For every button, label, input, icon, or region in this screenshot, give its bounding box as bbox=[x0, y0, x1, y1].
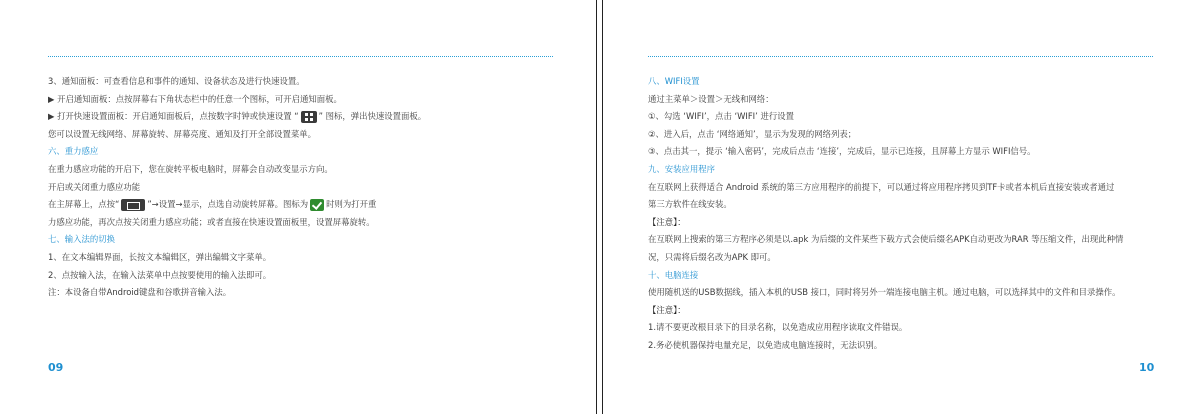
section-heading: 六、重力感应 bbox=[48, 146, 99, 157]
right-page-content bbox=[648, 73, 1123, 355]
line bbox=[48, 108, 426, 126]
line-part: 时则为打开重 bbox=[326, 199, 377, 210]
header-dotted-rule bbox=[48, 56, 553, 57]
line: 1.请不要更改根目录下的目录名称，以免造成应用程序读取文件错误。 bbox=[648, 322, 908, 333]
line: 2、点按输入法，在输入法菜单中点按要使用的输入法即可。 bbox=[48, 269, 272, 280]
line: 通过主菜单＞设置＞无线和网络： bbox=[648, 93, 774, 104]
left-page bbox=[0, 0, 596, 414]
section-heading: 七、输入法的切换 bbox=[48, 234, 115, 245]
line: ③、点击其一，提示 ‘输入密码’，完成后点击 ‘连接’，完成后，显示已连接，且屏幕上方显示 WIFI信号。 bbox=[648, 146, 1036, 157]
section-heading: 九、安装应用程序 bbox=[648, 163, 715, 174]
line: 在重力感应功能的开启下，您在旋转平板电脑时，屏幕会自动改变显示方向。 bbox=[48, 163, 333, 174]
line: 3、通知面板：可查看信息和事件的通知、设备状态及进行快速设置。 bbox=[48, 76, 305, 86]
line-part: ”→设置→显示，点选自动旋转屏幕。图标为 bbox=[147, 199, 309, 210]
line: ①、勾选 ‘WIFI’，点击 ‘WIFI’ 进行设置 bbox=[648, 111, 794, 122]
line: 在互联网上搜索的第三方程序必须是以.apk 为后缀的文件某些下载方式会使后缀名APK自动更改为RAR 等压缩文件，出现此种情 bbox=[648, 234, 1124, 245]
check-icon bbox=[310, 199, 324, 211]
line: 第三方软件在线安装。 bbox=[648, 199, 732, 210]
line: ▶ 开启通知面板：点按屏幕右下角状态栏中的任意一个图标，可开启通知面板。 bbox=[48, 93, 342, 104]
line: 使用随机送的USB数据线，插入本机的USB 接口，同时将另外一端连接电脑主机。通过电脑，可以选择其中的文件和目录操作。 bbox=[648, 287, 1121, 298]
line: 1、在文本编辑界面，长按文本编辑区，弹出编辑文字菜单。 bbox=[48, 251, 272, 262]
line: 在互联网上获得适合 Android 系统的第三方应用程序的前提下，可以通过将应用程序拷贝到TF卡或者本机后直接安装或者通过 bbox=[648, 181, 1115, 192]
line bbox=[48, 196, 426, 214]
section-heading: 八、WIFI设置 bbox=[648, 76, 700, 86]
line: ②、进入后，点击 ‘网络通知’，显示为发现的网络列表； bbox=[648, 128, 857, 139]
note-label: 【注意】： bbox=[648, 216, 686, 227]
line-part: ▶ 打开快速设置面板：开启通知面板后，点按数字时钟或快速设置 “ bbox=[48, 111, 299, 122]
quick-settings-icon bbox=[301, 111, 317, 123]
line: 况，只需将后缀名改为APK 即可。 bbox=[648, 251, 776, 262]
page-number: 10 bbox=[1139, 361, 1155, 374]
line: 2.务必使机器保持电量充足，以免造成电脑连接时，无法识别。 bbox=[648, 339, 883, 350]
left-page-content bbox=[48, 73, 426, 302]
page-number: 09 bbox=[48, 361, 64, 374]
section-heading: 十、电脑连接 bbox=[648, 269, 699, 280]
recent-apps-icon bbox=[121, 199, 145, 211]
line: 力感应功能，再次点按关闭重力感应功能；或者直接在快速设置面板里，设置屏幕旋转。 bbox=[48, 216, 375, 227]
line: 您可以设置无线网络、屏幕旋转、屏幕亮度、通知及打开全部设置菜单。 bbox=[48, 128, 316, 139]
line-part: ” 图标，弹出快速设置面板。 bbox=[318, 111, 427, 122]
header-dotted-rule bbox=[648, 56, 1153, 57]
line: 注：本设备自带Android键盘和谷歌拼音输入法。 bbox=[48, 287, 232, 298]
line-part: 在主屏幕上，点按“ bbox=[48, 199, 120, 210]
right-page bbox=[603, 0, 1199, 414]
note-label: 【注意】： bbox=[648, 304, 686, 315]
line: 开启或关闭重力感应功能 bbox=[48, 181, 141, 192]
page-divider-left bbox=[596, 0, 597, 414]
